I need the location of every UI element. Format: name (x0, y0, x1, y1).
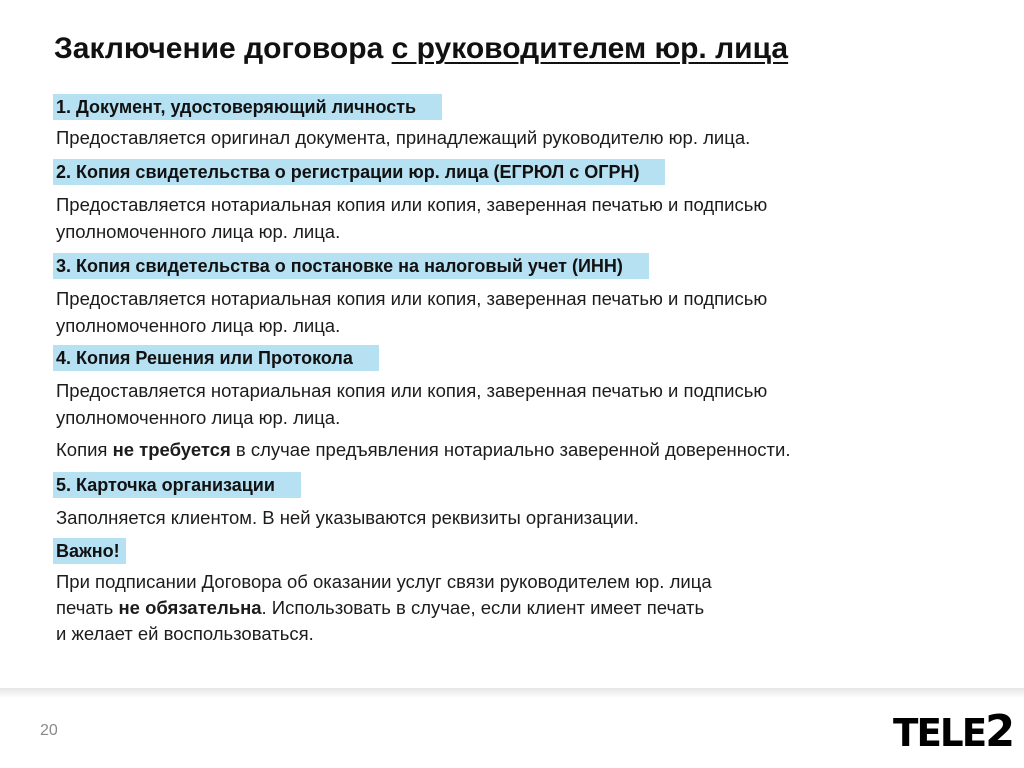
logo-digit: 2 (985, 706, 1014, 757)
section-text-line: Предоставляется нотариальная копия или копия, заверенная печатью и подписью (56, 380, 768, 401)
section-3 (53, 253, 767, 339)
section-text-line: уполномоченного лица юр. лица. (56, 221, 341, 242)
tele2-logo (893, 706, 1014, 757)
section-heading: 3. Копия свидетельства о постановке на налоговый учет (ИНН) (53, 253, 649, 279)
section-heading: 1. Документ, удостоверяющий личность (53, 94, 442, 120)
note-bold: не требуется (112, 439, 231, 460)
section-text-line: уполномоченного лица юр. лица. (56, 315, 341, 336)
important-line-2 (53, 595, 712, 621)
title-prefix: Заключение договора (54, 32, 392, 65)
section-2 (53, 159, 767, 245)
section-1 (53, 94, 750, 151)
section-text-line: Предоставляется оригинал документа, принадлежащий руководителю юр. лица. (56, 127, 751, 148)
section-note (53, 436, 790, 463)
section-heading: 5. Карточка организации (53, 472, 301, 498)
section-4 (53, 345, 790, 463)
page-number: 20 (40, 722, 58, 739)
section-text-line: Предоставляется нотариальная копия или копия, заверенная печатью и подписью (56, 194, 768, 215)
important-line-2-post: . Использовать в случае, если клиент имеет печать (261, 597, 705, 618)
important-line-2-bold: не обязательна (118, 597, 262, 618)
important-line-3: и желает ей воспользоваться. (56, 623, 314, 644)
page-title (54, 32, 788, 66)
section-text-line: уполномоченного лица юр. лица. (56, 407, 341, 428)
logo-text: TELE (893, 711, 986, 755)
important-line-1: При подписании Договора об оказании услуг связи руководителем юр. лица (56, 571, 712, 592)
footer-divider (0, 688, 1024, 698)
section-text-line: Предоставляется нотариальная копия или копия, заверенная печатью и подписью (56, 288, 768, 309)
important-line-2-pre: печать (56, 597, 119, 618)
title-underlined: с руководителем юр. лица (391, 32, 789, 65)
note-pre: Копия (56, 439, 113, 460)
section-heading: 2. Копия свидетельства о регистрации юр. лица (ЕГРЮЛ с ОГРН) (53, 159, 665, 185)
section-5 (53, 472, 639, 531)
section-text-line: Заполняется клиентом. В ней указываются реквизиты организации. (56, 507, 639, 528)
important-section (53, 538, 712, 647)
note-post: в случае предъявления нотариально заверенной доверенности. (230, 439, 791, 460)
important-heading: Важно! (53, 538, 126, 564)
section-heading: 4. Копия Решения или Протокола (53, 345, 379, 371)
